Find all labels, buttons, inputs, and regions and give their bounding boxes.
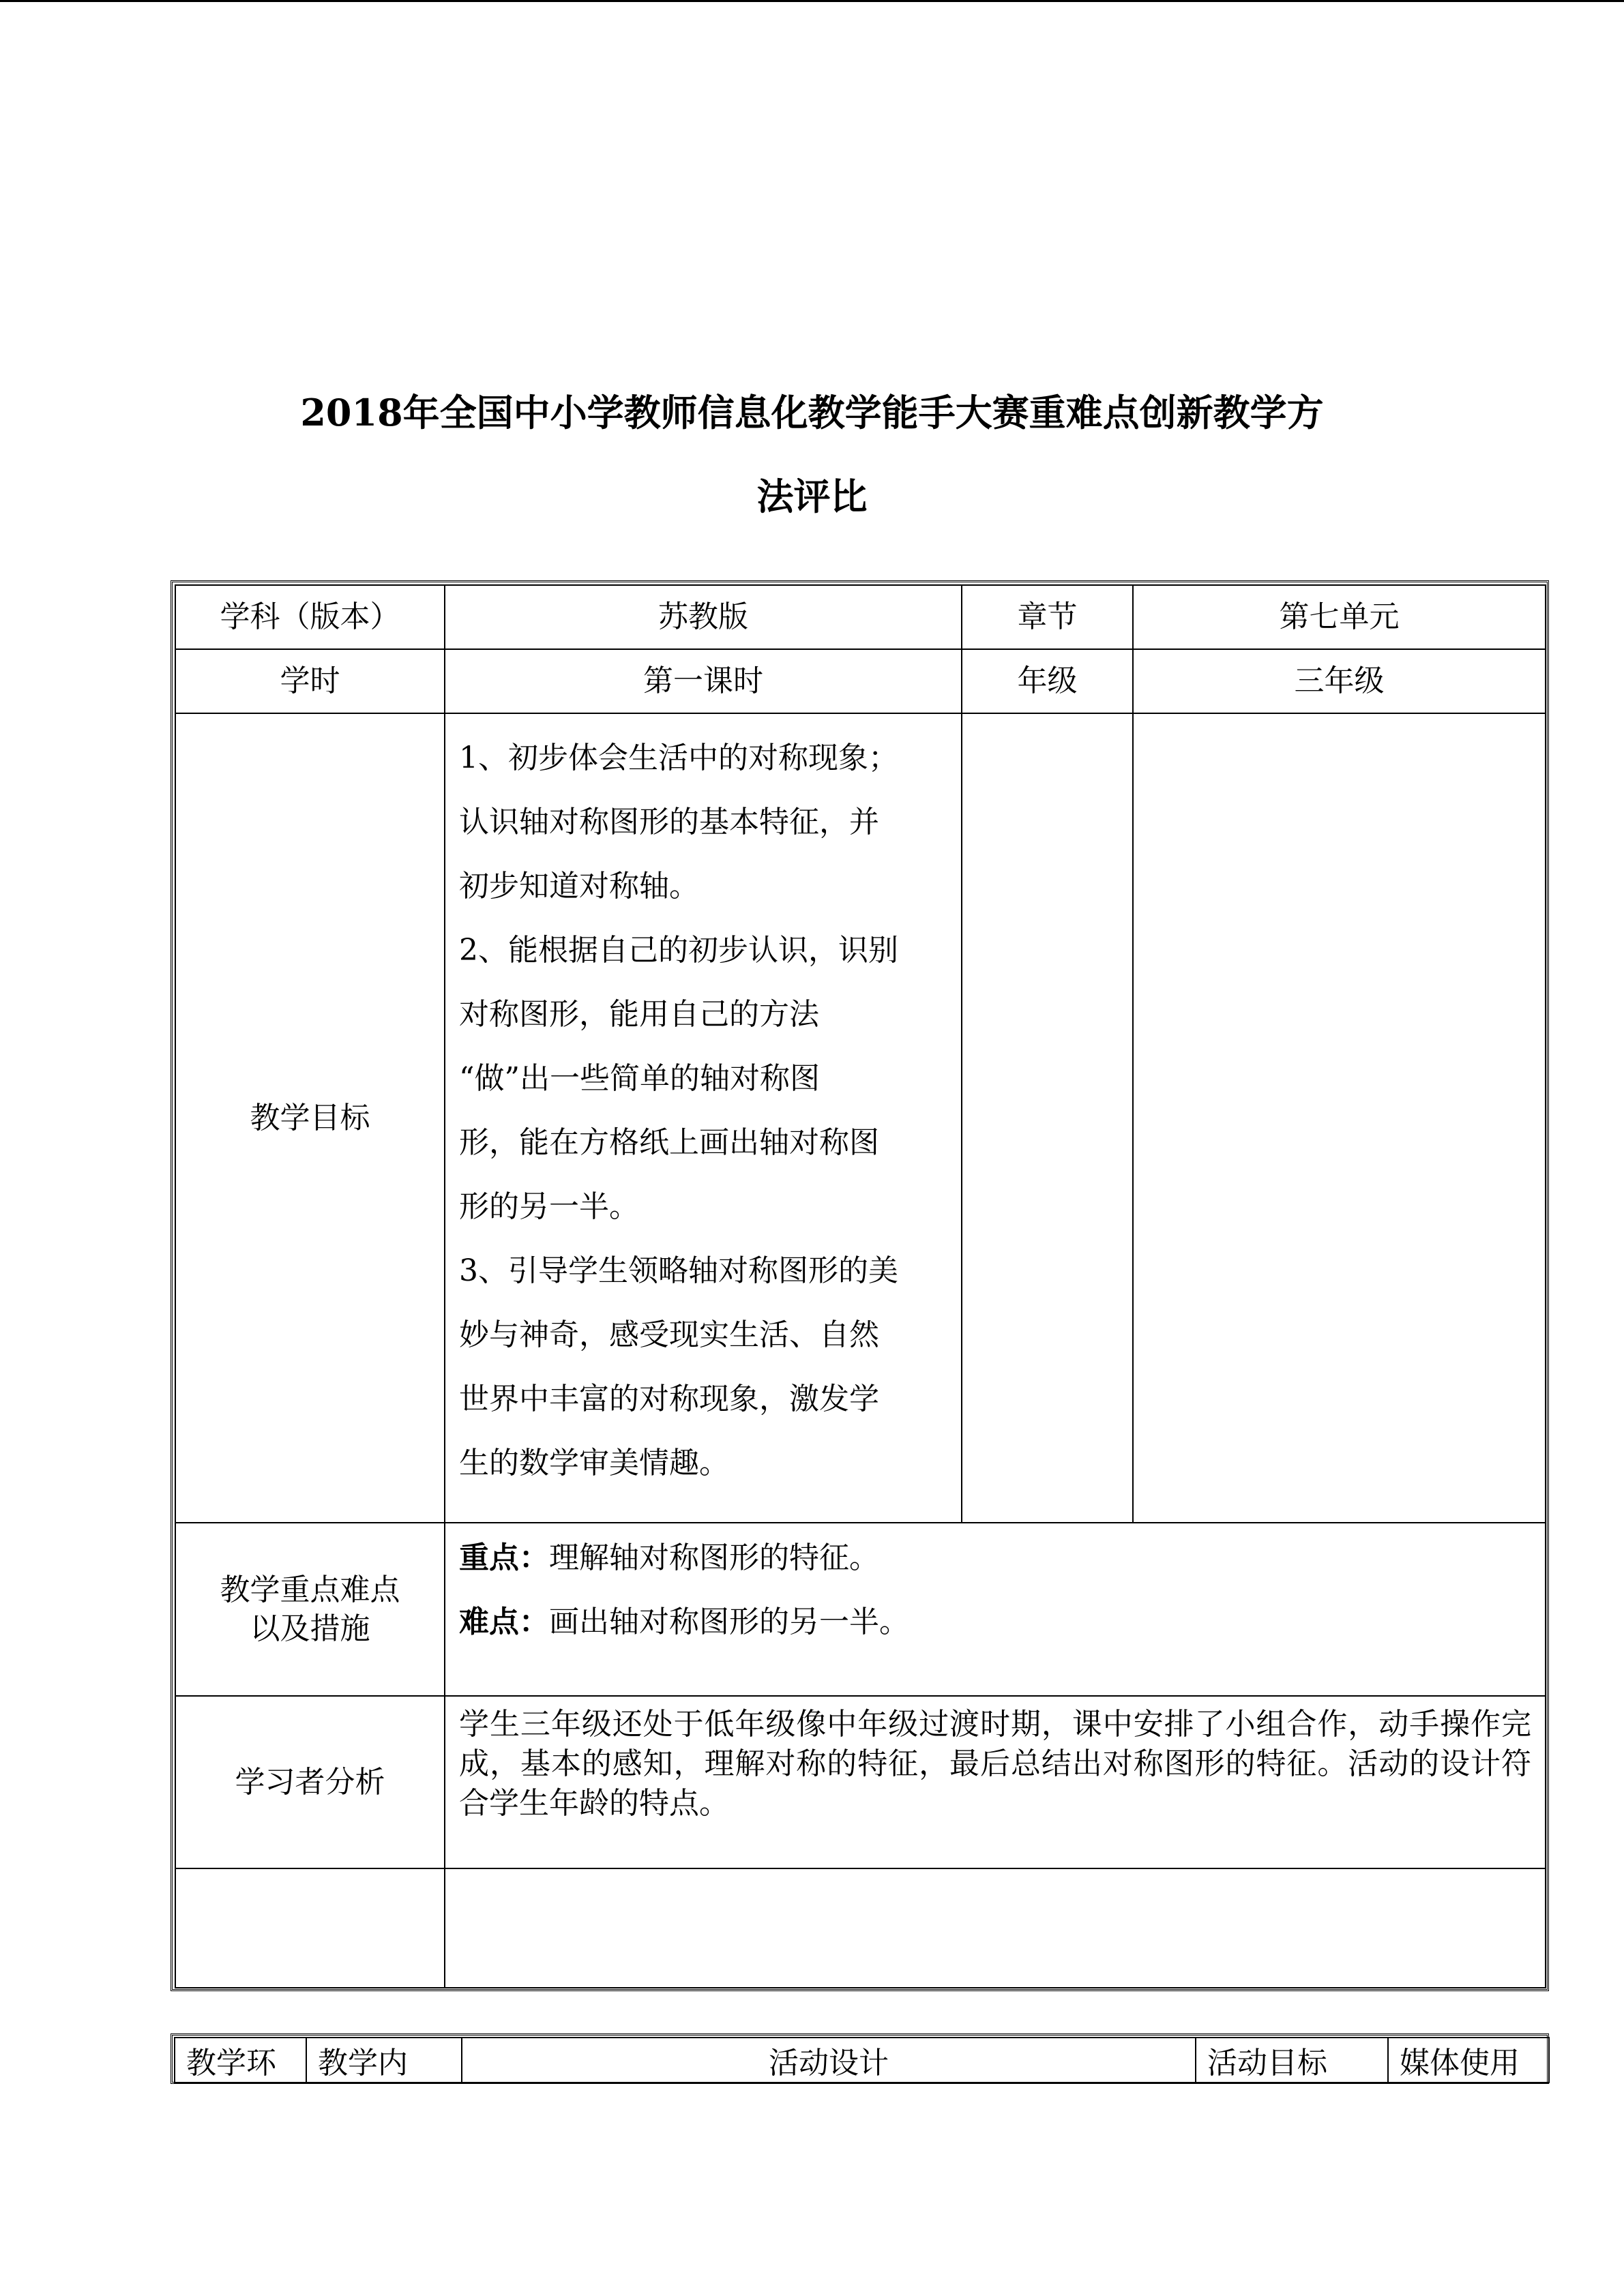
key-point-text: 理解轴对称图形的特征。 [549, 1540, 879, 1575]
learner-analysis-cell [445, 1696, 1546, 1868]
header-teaching-stage: 教学环 [175, 2038, 306, 2083]
goals-line: 对称图形，能用自己的方法 [459, 997, 819, 1032]
key-points-cell [445, 1523, 1546, 1696]
goals-line: 1、初步体会生活中的对称现象； [459, 741, 898, 775]
table-row [175, 1523, 1546, 1696]
goals-line: 认识轴对称图形的基本特征，并 [459, 805, 879, 839]
difficulty-text: 画出轴对称图形的另一半。 [549, 1605, 909, 1639]
key-points-label [175, 1523, 445, 1696]
learner-analysis-text: 学生三年级还处于低年级像中年级过渡时期，课中安排了小组合作，动手操作完成，基本的感知，理解对称的特征，最后总结出对称图形的特征。活动的设计符合学生年龄的特点。 [459, 1707, 1531, 1821]
grade-label: 年级 [962, 649, 1133, 713]
key-point-label: 重点： [459, 1540, 549, 1575]
goals-cell [445, 713, 962, 1523]
empty-cell [175, 1868, 445, 1988]
key-point-row [459, 1526, 1531, 1590]
header-media-use: 媒体使用 [1388, 2038, 1549, 2083]
chapter-value: 第七单元 [1133, 585, 1546, 649]
grade-value: 三年级 [1133, 649, 1546, 713]
header-teaching-content: 教学内 [306, 2038, 462, 2083]
table-row [175, 649, 1546, 713]
key-label-line-2: 以及措施 [250, 1611, 370, 1646]
goals-line: 形的另一半。 [459, 1189, 639, 1224]
goals-line: 世界中丰富的对称现象，激发学 [459, 1382, 879, 1416]
difficulty-label: 难点： [459, 1605, 549, 1639]
key-label-line-1: 教学重点难点 [220, 1572, 400, 1607]
chapter-label: 章节 [962, 585, 1133, 649]
difficulty-row [459, 1590, 1531, 1654]
top-border-line [0, 0, 1624, 2]
table-row [175, 1696, 1546, 1868]
subject-label: 学科（版本） [175, 585, 445, 649]
empty-cell [445, 1868, 1546, 1988]
goals-line: “做”出一些简单的轴对称图 [459, 1061, 820, 1096]
goals-line: 3、引导学生领略轴对称图形的美 [459, 1253, 898, 1288]
table-row [175, 585, 1546, 649]
goals-text [459, 714, 947, 1495]
table-row [175, 713, 1546, 1523]
empty-cell [1133, 713, 1546, 1523]
goals-label: 教学目标 [175, 713, 445, 1523]
goals-line: 初步知道对称轴。 [459, 869, 699, 904]
period-value: 第一课时 [445, 649, 962, 713]
header-activity-goal: 活动目标 [1196, 2038, 1388, 2083]
subject-value: 苏教版 [445, 585, 962, 649]
empty-cell [962, 713, 1133, 1523]
goals-line: 形，能在方格纸上画出轴对称图 [459, 1125, 879, 1160]
learner-analysis-label: 学习者分析 [175, 1696, 445, 1868]
document-title-line-1: 2018年全国中小学教师信息化教学能手大赛重难点创新教学方 [300, 391, 1324, 434]
goals-line: 2、能根据自己的初步认识，识别 [459, 933, 898, 968]
document-title-line-2: 法评比 [756, 475, 868, 518]
period-label: 学时 [175, 649, 445, 713]
lesson-info-table [171, 580, 1549, 1991]
goals-line: 妙与神奇，感受现实生活、自然 [459, 1317, 879, 1352]
goals-line: 生的数学审美情趣。 [459, 1446, 729, 1480]
header-activity-design: 活动设计 [462, 2038, 1196, 2083]
activity-table [171, 2033, 1549, 2084]
table-row [175, 1868, 1546, 1988]
table-header-row [175, 2038, 1549, 2083]
